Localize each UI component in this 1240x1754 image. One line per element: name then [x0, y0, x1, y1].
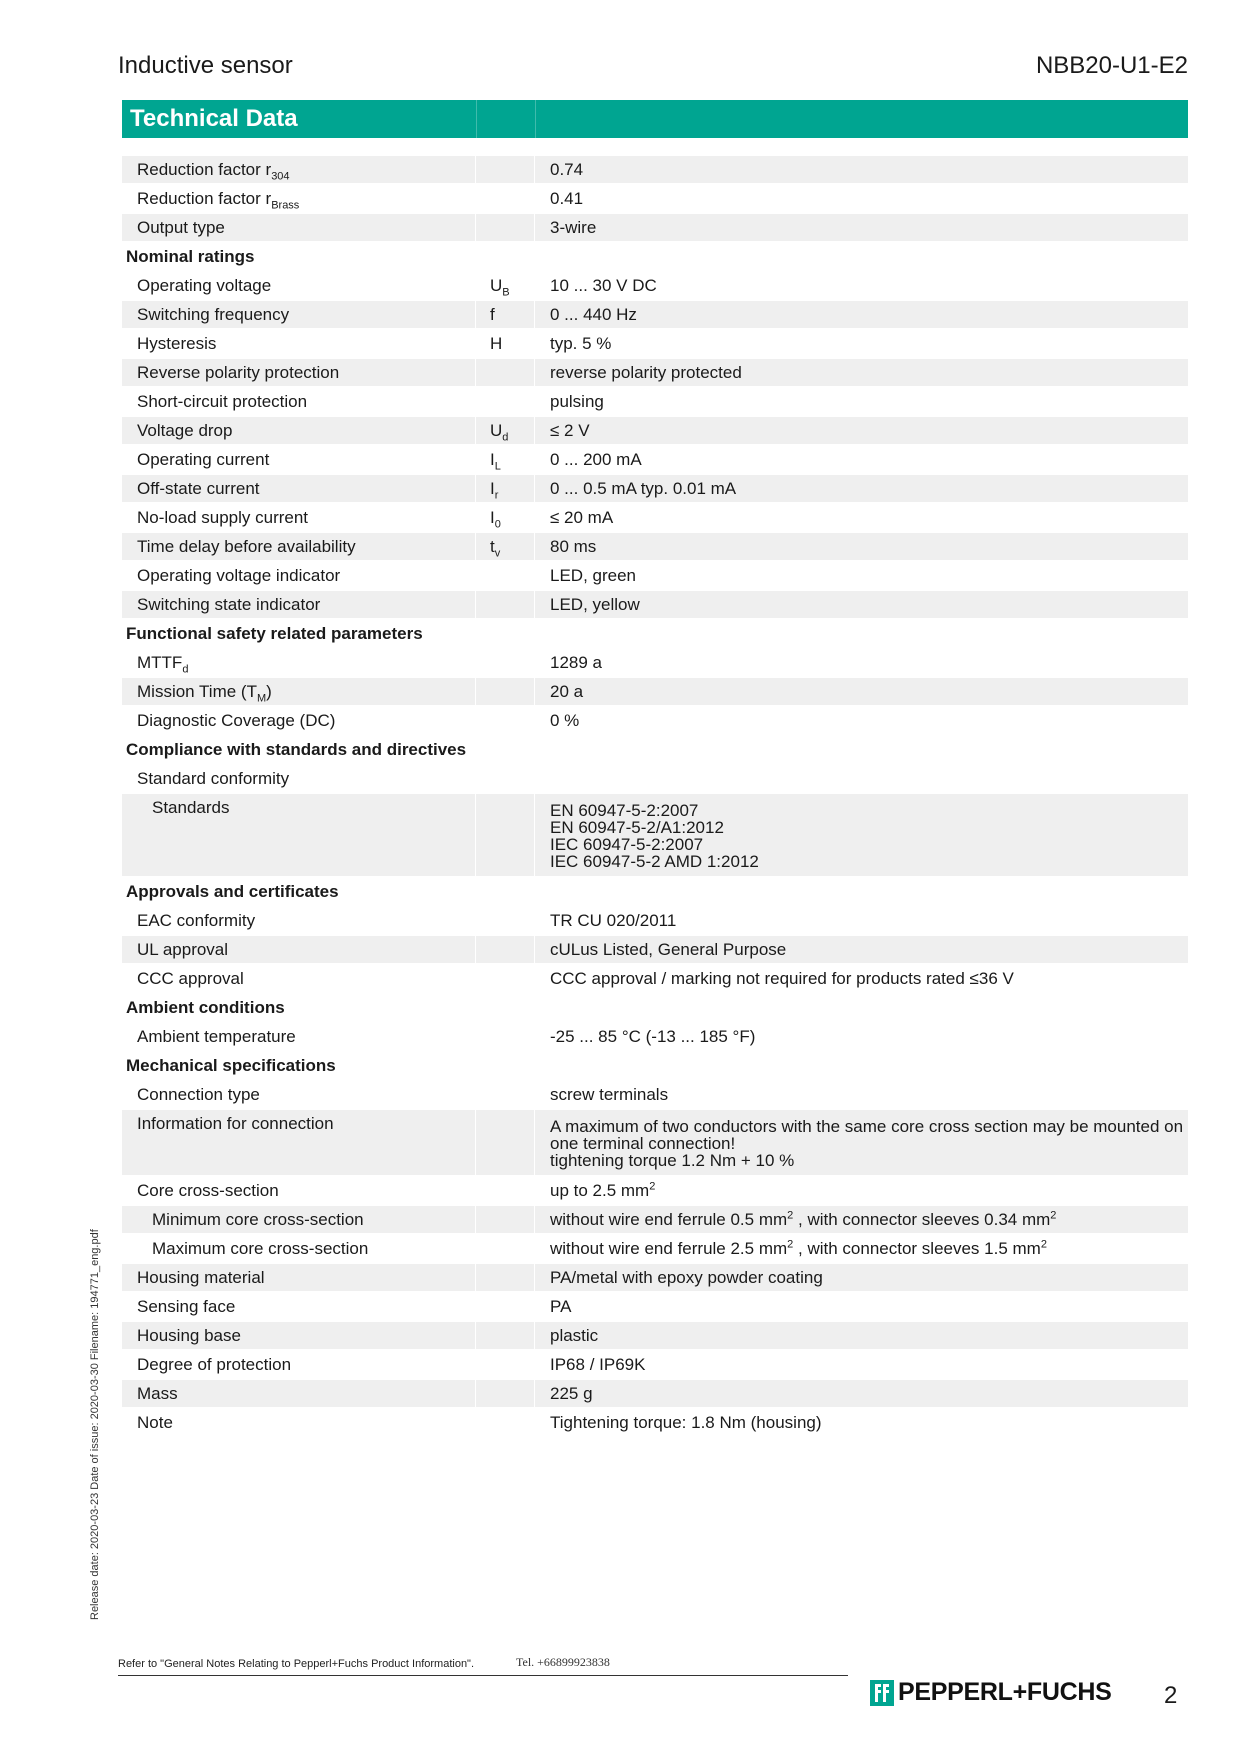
spec-value: CCC approval / marking not required for products rated ≤36 V	[550, 969, 1014, 988]
spec-row	[122, 156, 1188, 185]
section-heading-row	[122, 736, 1188, 765]
spec-value: 3-wire	[550, 218, 597, 237]
spec-value	[535, 1110, 1188, 1175]
spec-value: LED, green	[550, 566, 636, 585]
spec-label: Diagnostic Coverage (DC)	[122, 707, 476, 734]
spec-label: Connection type	[122, 1081, 476, 1108]
spec-value: 0.41	[550, 189, 584, 208]
spec-symbol	[476, 1081, 535, 1108]
section-heading: Compliance with standards and directives	[126, 740, 467, 759]
spec-row	[122, 1380, 1188, 1409]
spec-symbol	[476, 388, 535, 415]
spec-value	[535, 794, 1188, 876]
spec-label: Minimum core cross-section	[122, 1206, 476, 1233]
spec-label: Operating current	[122, 446, 476, 473]
spec-label: Hysteresis	[122, 330, 476, 357]
spec-label: Information for connection	[122, 1110, 476, 1175]
section-heading-row	[122, 243, 1188, 272]
spec-row	[122, 765, 1188, 794]
spec-symbol	[476, 1235, 535, 1262]
spec-label: Maximum core cross-section	[122, 1235, 476, 1262]
spec-value-line: IEC 60947-5-2:2007	[550, 835, 704, 854]
spec-symbol	[476, 591, 535, 618]
section-heading: Nominal ratings	[126, 247, 255, 266]
spec-label: Reverse polarity protection	[122, 359, 476, 386]
spec-label: Short-circuit protection	[122, 388, 476, 415]
spec-row	[122, 185, 1188, 214]
spec-label: Switching state indicator	[122, 591, 476, 618]
footer-general-notes: Refer to "General Notes Relating to Pepperl+Fuchs Product Information".	[118, 1658, 475, 1670]
spec-row	[122, 1023, 1188, 1052]
document-product-type: Inductive sensor	[118, 52, 293, 79]
spec-row	[122, 446, 1188, 475]
spec-symbol	[476, 214, 535, 241]
spec-label: Ambient temperature	[122, 1023, 476, 1050]
section-heading-row	[122, 1052, 1188, 1081]
spec-symbol	[476, 794, 535, 876]
spec-symbol	[476, 1409, 535, 1436]
section-title: Technical Data	[130, 105, 298, 132]
section-heading-row	[122, 620, 1188, 649]
spec-value: Tightening torque: 1.8 Nm (housing)	[550, 1413, 822, 1432]
spec-row	[122, 533, 1188, 562]
spec-symbol	[476, 1206, 535, 1233]
spec-value: ≤ 20 mA	[550, 508, 614, 527]
spec-label: Sensing face	[122, 1293, 476, 1320]
spec-label: Standards	[122, 794, 476, 876]
spec-row	[122, 301, 1188, 330]
spec-row	[122, 649, 1188, 678]
footer-telephone: Tel. +66899923838	[516, 1655, 610, 1669]
spec-row	[122, 1177, 1188, 1206]
section-title-bar	[122, 100, 1188, 138]
spec-value: LED, yellow	[550, 595, 640, 614]
spec-label: Standard conformity	[122, 765, 476, 792]
spec-symbol: f	[476, 301, 535, 328]
spec-label: Core cross-section	[122, 1177, 476, 1204]
spec-row	[122, 214, 1188, 243]
spec-row	[122, 907, 1188, 936]
spec-symbol	[476, 936, 535, 963]
spec-value: 0 %	[550, 711, 580, 730]
spec-symbol	[476, 156, 535, 183]
spec-value: TR CU 020/2011	[550, 911, 677, 930]
spec-row	[122, 794, 1188, 878]
page-number: 2	[1164, 1682, 1178, 1709]
spec-value: PA/metal with epoxy powder coating	[550, 1268, 823, 1287]
spec-label: Operating voltage	[122, 272, 476, 299]
spec-row	[122, 1293, 1188, 1322]
spec-value	[535, 765, 1188, 792]
spec-symbol: $I_r$	[476, 475, 535, 502]
release-info-vertical: Release date: 2020-03-23 Date of issue: 2020-03-30 Filename: 194771_eng.pdf	[89, 1229, 101, 1620]
spec-row	[122, 707, 1188, 736]
footer-divider	[118, 1675, 848, 1676]
spec-symbol	[476, 1293, 535, 1320]
spec-label: Housing material	[122, 1264, 476, 1291]
spec-symbol	[476, 1177, 535, 1204]
spec-value-line: tightening torque 1.2 Nm + 10 %	[550, 1151, 795, 1170]
spec-value-line: IEC 60947-5-2 AMD 1:2012	[550, 852, 759, 871]
spec-row	[122, 1206, 1188, 1235]
spec-symbol: $U_B$	[476, 272, 535, 299]
spec-label: EAC conformity	[122, 907, 476, 934]
section-heading: Functional safety related parameters	[126, 624, 423, 643]
spec-symbol: $t_v$	[476, 533, 535, 560]
spec-row	[122, 1322, 1188, 1351]
spec-value: without wire end ferrule 2.5 $mm^2$ , with connector sleeves 1.5 $mm^2$	[550, 1238, 1047, 1258]
spec-symbol	[476, 1380, 535, 1407]
spec-row	[122, 330, 1188, 359]
spec-row	[122, 1110, 1188, 1177]
spec-row	[122, 562, 1188, 591]
spec-value: 10 ... 30 V DC	[550, 276, 657, 295]
document-model-number: NBB20-U1-E2	[1035, 52, 1188, 79]
spec-label: Off-state current	[122, 475, 476, 502]
spec-symbol	[476, 965, 535, 992]
spec-value: without wire end ferrule 0.5 $mm^2$ , with connector sleeves 0.34 $mm^2$	[550, 1209, 1057, 1229]
spec-value: 0.74	[550, 160, 584, 179]
spec-symbol: $I_L$	[476, 446, 535, 473]
spec-label: $MTTF_d$	[122, 649, 476, 676]
spec-row	[122, 504, 1188, 533]
spec-value: pulsing	[550, 392, 604, 411]
spec-label: CCC approval	[122, 965, 476, 992]
spec-label: Housing base	[122, 1322, 476, 1349]
section-heading: Ambient conditions	[126, 998, 285, 1017]
spec-symbol: H	[476, 330, 535, 357]
spec-row	[122, 1235, 1188, 1264]
spec-row	[122, 1081, 1188, 1110]
spec-value: up to 2.5 $mm^2$	[550, 1180, 656, 1200]
spec-value-line: one terminal connection!	[550, 1134, 736, 1153]
brand-logo	[870, 1678, 1112, 1707]
spec-value: PA	[550, 1297, 572, 1316]
spec-value: screw terminals	[550, 1085, 669, 1104]
spec-value: 0 ... 440 Hz	[550, 305, 637, 324]
spec-label: UL approval	[122, 936, 476, 963]
spec-value: 20 a	[550, 682, 584, 701]
spec-row	[122, 678, 1188, 707]
spec-symbol	[476, 1264, 535, 1291]
spec-symbol	[476, 707, 535, 734]
spec-symbol: $U_d$	[476, 417, 535, 444]
spec-label: Note	[122, 1409, 476, 1436]
spec-label: Voltage drop	[122, 417, 476, 444]
spec-value: -25 ... 85 °C (-13 ... 185 °F)	[550, 1027, 756, 1046]
spec-label: Degree of protection	[122, 1351, 476, 1378]
brand-name: PEPPERL+FUCHS	[898, 1678, 1112, 1706]
spec-row	[122, 1264, 1188, 1293]
spec-row	[122, 591, 1188, 620]
spec-symbol	[476, 907, 535, 934]
spec-value: 80 ms	[550, 537, 597, 556]
spec-symbol	[476, 359, 535, 386]
spec-row	[122, 388, 1188, 417]
spec-symbol: $I_0$	[476, 504, 535, 531]
spec-value: ≤ 2 V	[550, 421, 590, 440]
section-heading: Mechanical specifications	[126, 1056, 336, 1075]
spec-value: 1289 a	[550, 653, 602, 672]
spec-symbol	[476, 649, 535, 676]
spec-row	[122, 475, 1188, 504]
spec-label: No-load supply current	[122, 504, 476, 531]
spec-symbol	[476, 1322, 535, 1349]
spec-label: Operating voltage indicator	[122, 562, 476, 589]
spec-symbol	[476, 562, 535, 589]
spec-value: IP68 / IP69K	[550, 1355, 646, 1374]
spec-value-line: EN 60947-5-2:2007	[550, 801, 699, 820]
spec-value: 0 ... 200 mA	[550, 450, 642, 469]
section-heading-row	[122, 994, 1188, 1023]
spec-label: Reduction factor $r_{304}$	[122, 156, 476, 183]
spec-row	[122, 272, 1188, 301]
spec-label: Mission Time $(T_M)$	[122, 678, 476, 705]
spec-row	[122, 936, 1188, 965]
spec-label: Output type	[122, 214, 476, 241]
spec-value: plastic	[550, 1326, 599, 1345]
spec-value: 0 ... 0.5 mA typ. 0.01 mA	[550, 479, 737, 498]
spec-row	[122, 359, 1188, 388]
spec-symbol	[476, 678, 535, 705]
spec-value-line: A maximum of two conductors with the same core cross section may be mounted on	[550, 1117, 1184, 1136]
spec-value: reverse polarity protected	[550, 363, 742, 382]
section-heading-row	[122, 878, 1188, 907]
spec-symbol	[476, 1023, 535, 1050]
section-heading: Approvals and certificates	[126, 882, 339, 901]
spec-label: Time delay before availability	[122, 533, 476, 560]
spec-row	[122, 965, 1188, 994]
spec-value: typ. 5 %	[550, 334, 612, 353]
spec-value: cULus Listed, General Purpose	[550, 940, 787, 959]
spec-symbol	[476, 765, 535, 792]
spec-label: Mass	[122, 1380, 476, 1407]
technical-data-table	[122, 156, 1188, 1438]
brand-mark-icon	[870, 1680, 894, 1706]
spec-value: 225 g	[550, 1384, 593, 1403]
spec-label: Reduction factor $r_{Brass}$	[122, 185, 476, 212]
spec-value-line: EN 60947-5-2/A1:2012	[550, 818, 724, 837]
spec-symbol	[476, 1351, 535, 1378]
spec-label: Switching frequency	[122, 301, 476, 328]
spec-row	[122, 1351, 1188, 1380]
spec-symbol	[476, 1110, 535, 1175]
spec-row	[122, 1409, 1188, 1438]
spec-row	[122, 417, 1188, 446]
spec-symbol	[476, 185, 535, 212]
